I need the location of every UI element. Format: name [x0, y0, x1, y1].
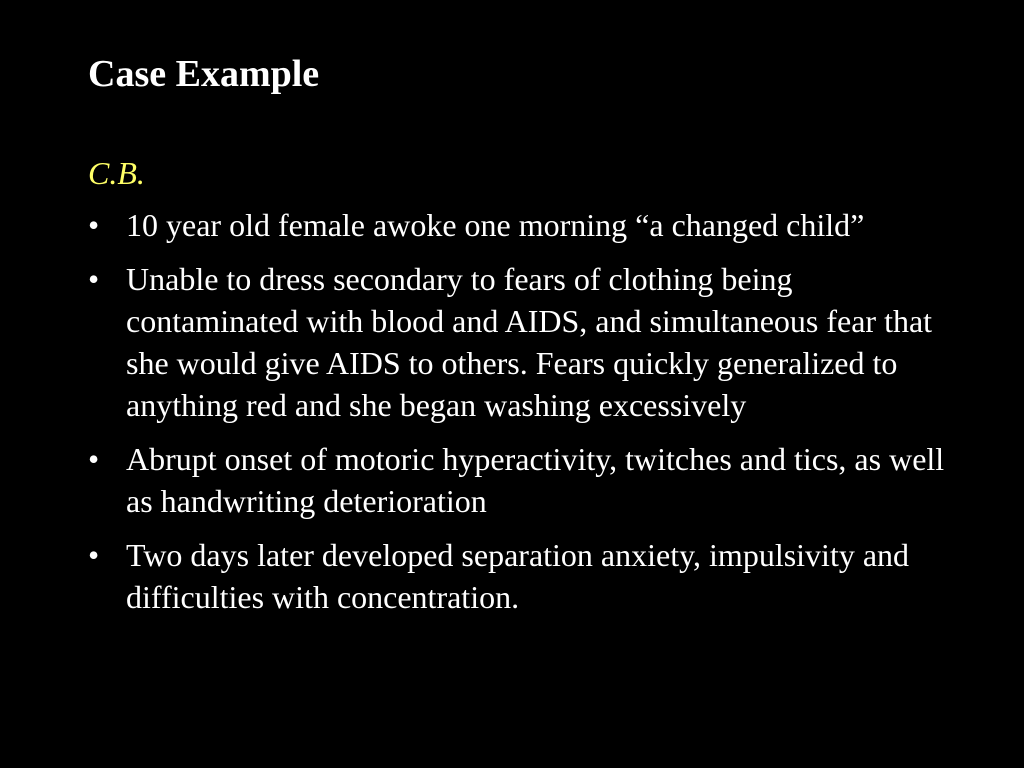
- bullet-item: [88, 438, 968, 522]
- bullet-item: [88, 258, 968, 426]
- bullet-list: [88, 204, 968, 630]
- bullet-item: [88, 204, 968, 246]
- bullet-text: Unable to dress secondary to fears of clothing being contaminated with blood and AIDS, and simultaneous fear that she would give AIDS to others. Fears quickly generalized to anything red and she began washing excessively: [126, 261, 933, 423]
- case-subtitle: C.B.: [88, 155, 145, 191]
- bullet-text: Abrupt onset of motoric hyperactivity, twitches and tics, as well as handwriting deterioration: [126, 441, 945, 519]
- bullet-marker: •: [88, 537, 100, 573]
- bullet-marker: •: [88, 261, 100, 297]
- bullet-marker: •: [88, 441, 100, 477]
- bullet-item: [88, 534, 968, 618]
- bullet-text: 10 year old female awoke one morning “a changed child”: [126, 207, 865, 243]
- bullet-text: Two days later developed separation anxiety, impulsivity and difficulties with concentration.: [126, 537, 910, 615]
- bullet-marker: •: [88, 207, 100, 243]
- slide-title: Case Example: [88, 53, 320, 95]
